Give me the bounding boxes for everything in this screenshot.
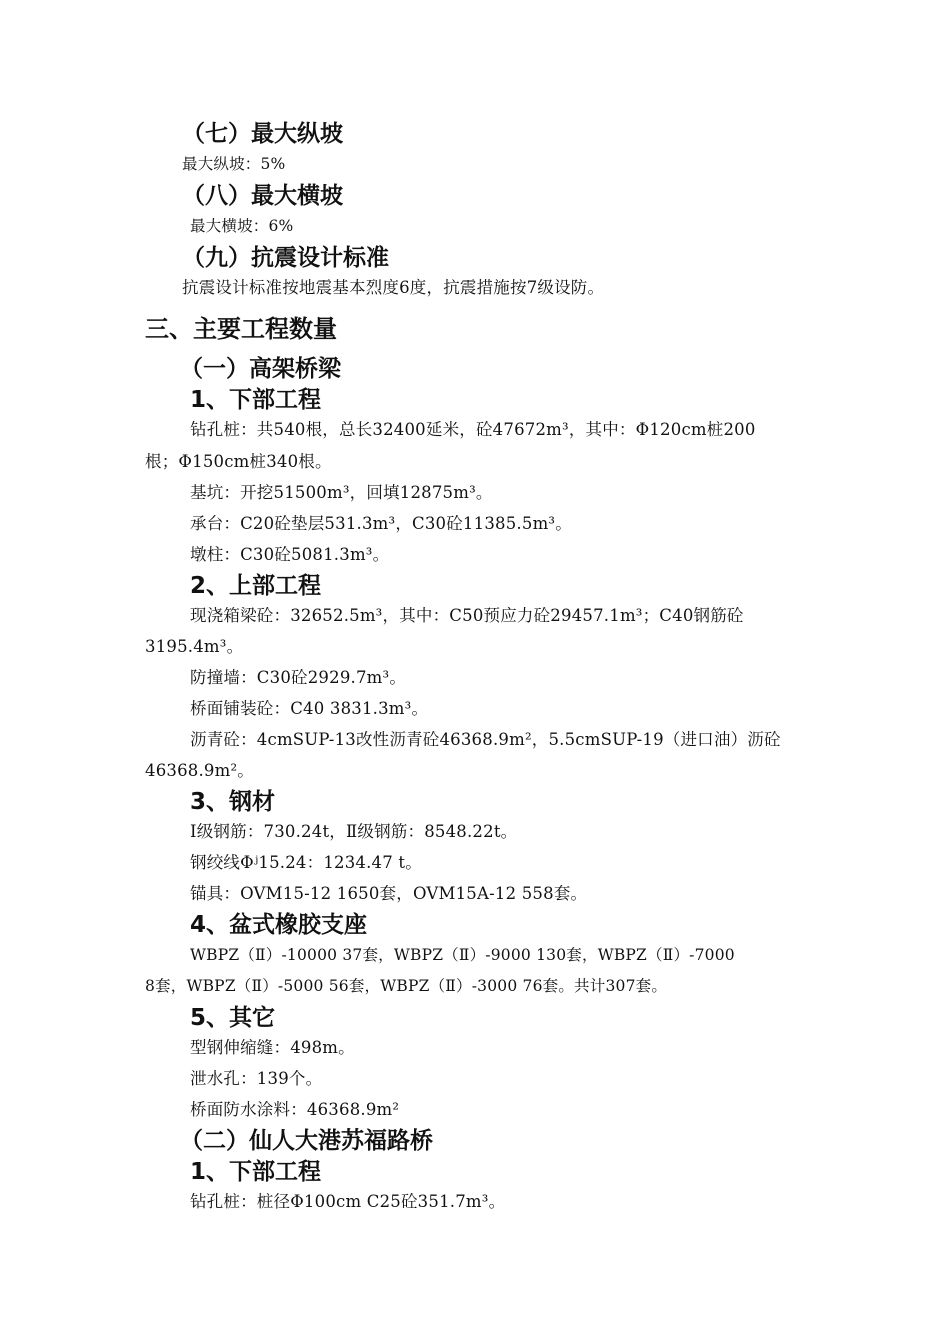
- item-heading-substructure-2: 1、下部工程: [190, 1159, 322, 1185]
- asphalt-text-line1: 沥青砼：4cmSUP-13改性沥青砼46368.9m²，5.5cmSUP-19（进口油）沥砼: [190, 730, 781, 749]
- bored-pile-text-line2: 根；Φ150cm桩340根。: [145, 452, 332, 471]
- max-longitudinal-slope-text: 最大纵坡：5%: [182, 155, 286, 173]
- asphalt-text-line2: 46368.9m²。: [145, 761, 254, 780]
- part-heading-main-quantities: 三、主要工程数量: [145, 315, 337, 343]
- bored-pile-text-2: 钻孔桩：桩径Φ100cm C25砼351.7m³。: [190, 1192, 506, 1211]
- drain-hole-text: 泄水孔：139个。: [190, 1069, 323, 1088]
- section-heading-max-cross-slope: （八）最大横坡: [182, 183, 343, 209]
- pier-column-text: 墩柱：C30砼5081.3m³。: [190, 545, 390, 564]
- item-heading-others: 5、其它: [190, 1005, 276, 1031]
- rebar-text: Ⅰ级钢筋：730.24t，Ⅱ级钢筋：8548.22t。: [190, 822, 518, 841]
- item-heading-steel: 3、钢材: [190, 789, 276, 815]
- seismic-standard-text: 抗震设计标准按地震基本烈度6度，抗震措施按7级设防。: [182, 278, 605, 297]
- section-heading-max-longitudinal-slope: （七）最大纵坡: [182, 121, 343, 147]
- crash-barrier-text: 防撞墙：C30砼2929.7m³。: [190, 668, 407, 687]
- bearings-text-line1: WBPZ（Ⅱ）-10000 37套，WBPZ（Ⅱ）-9000 130套，WBPZ（Ⅱ）-7000: [190, 946, 735, 964]
- box-girder-text-line2: 3195.4m³。: [145, 637, 244, 656]
- foundation-pit-text: 基坑：开挖51500m³，回填12875m³。: [190, 483, 493, 502]
- bearings-text-line2: 8套，WBPZ（Ⅱ）-5000 56套，WBPZ（Ⅱ）-3000 76套。共计307套。: [145, 977, 668, 995]
- expansion-joint-text: 型钢伸缩缝：498m。: [190, 1038, 355, 1057]
- subsection-heading-xianren-bridge: （二）仙人大港苏福路桥: [180, 1128, 433, 1154]
- subsection-heading-viaduct: （一）高架桥梁: [180, 356, 341, 382]
- pile-cap-text: 承台：C20砼垫层531.3m³，C30砼11385.5m³。: [190, 514, 572, 533]
- item-heading-pot-bearings: 4、盆式橡胶支座: [190, 912, 368, 938]
- waterproof-coating-text: 桥面防水涂料：46368.9m²: [190, 1100, 400, 1119]
- box-girder-text-line1: 现浇箱梁砼：32652.5m³，其中：C50预应力砼29457.1m³；C40钢筋砼: [190, 606, 744, 625]
- section-heading-seismic-standard: （九）抗震设计标准: [182, 245, 389, 271]
- bored-pile-text-line1: 钻孔桩：共540根，总长32400延米，砼47672m³，其中：Φ120cm桩200: [190, 420, 756, 439]
- deck-pavement-text: 桥面铺装砼：C40 3831.3m³。: [190, 699, 429, 718]
- strand-text: 钢绞线Φʲ15.24：1234.47 t。: [190, 853, 422, 872]
- item-heading-superstructure: 2、上部工程: [190, 573, 322, 599]
- anchorage-text: 锚具：OVM15-12 1650套，OVM15A-12 558套。: [190, 884, 588, 903]
- item-heading-substructure: 1、下部工程: [190, 387, 322, 413]
- max-cross-slope-text: 最大横坡：6%: [190, 217, 294, 235]
